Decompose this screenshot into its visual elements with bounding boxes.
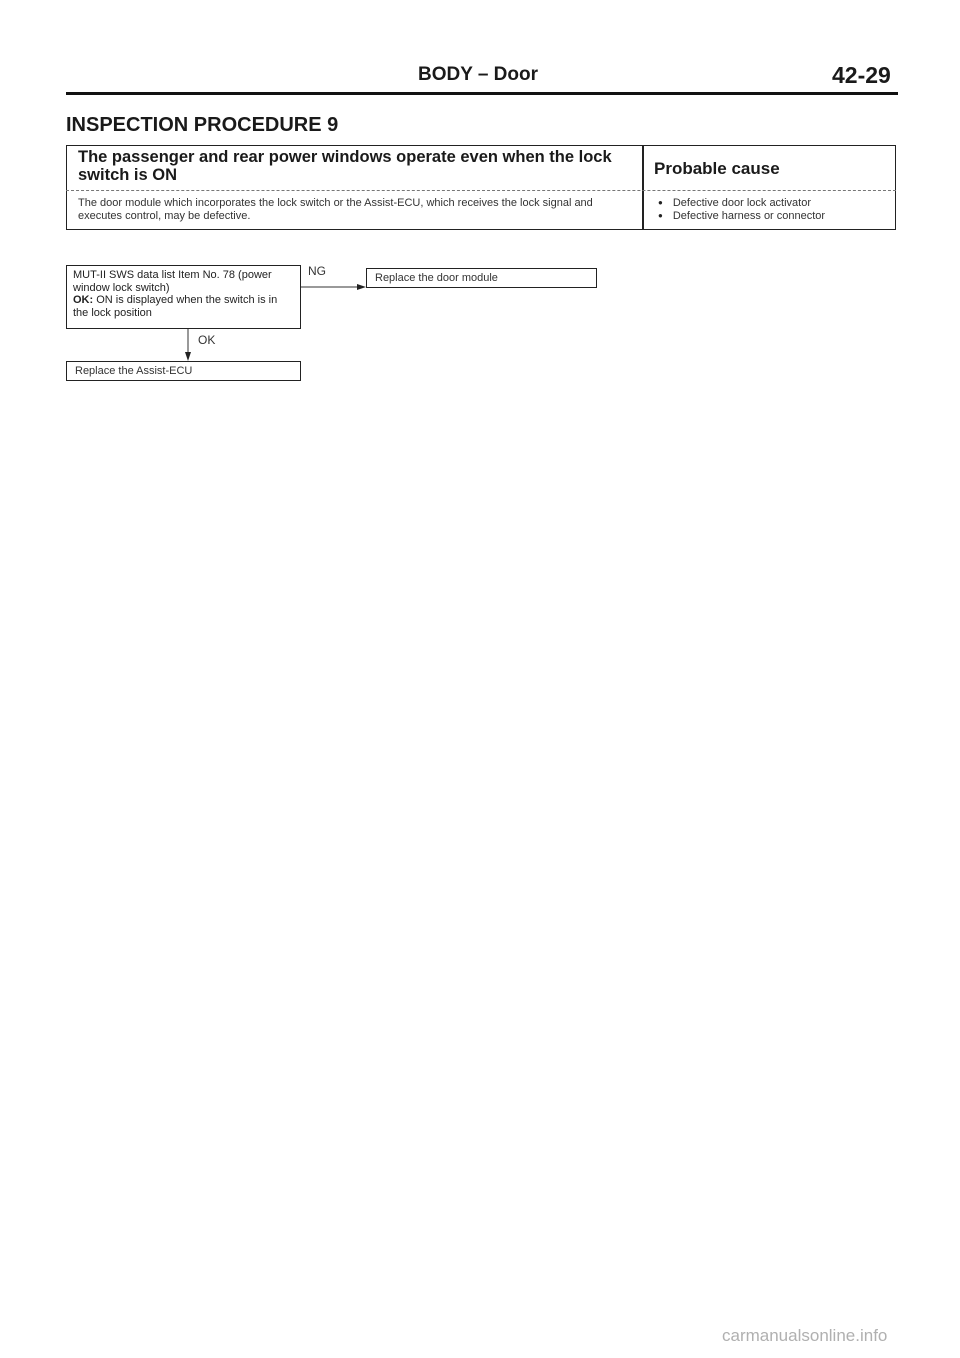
ok-result-box: Replace the Assist-ECU xyxy=(66,361,301,381)
ok-criteria-text: ON is displayed when the switch is in the lock position xyxy=(73,294,278,319)
page-number: 42-29 xyxy=(832,62,891,88)
procedure-title: INSPECTION PROCEDURE 9 xyxy=(66,114,339,136)
check-description: MUT-II SWS data list Item No. 78 (power window lock switch) xyxy=(73,269,272,294)
ok-criteria-label: OK: xyxy=(73,294,94,306)
cause-item: ● Defective harness or connector xyxy=(658,210,825,223)
ng-branch-label: NG xyxy=(308,264,326,278)
probable-cause-header: Probable cause xyxy=(654,159,780,178)
flow-connectors xyxy=(0,0,960,400)
ok-arrowhead xyxy=(185,352,191,361)
site-watermark: carmanualsonline.info xyxy=(722,1326,888,1345)
ng-result-box: Replace the door module xyxy=(366,268,597,288)
cause-item: ● Defective door lock activator xyxy=(658,197,825,210)
section-title: BODY – Door xyxy=(418,64,539,85)
symptom-description: The door module which incorporates the lock switch or the Assist-ECU, which receives the lock signal and executes control, may be defective. xyxy=(78,197,593,222)
ng-arrowhead xyxy=(357,284,366,290)
ok-branch-label: OK xyxy=(198,333,216,347)
inspection-check-box xyxy=(66,265,301,329)
check-criteria xyxy=(73,294,294,319)
symptom-title: The passenger and rear power windows operate even when the lock switch is ON xyxy=(78,148,612,184)
